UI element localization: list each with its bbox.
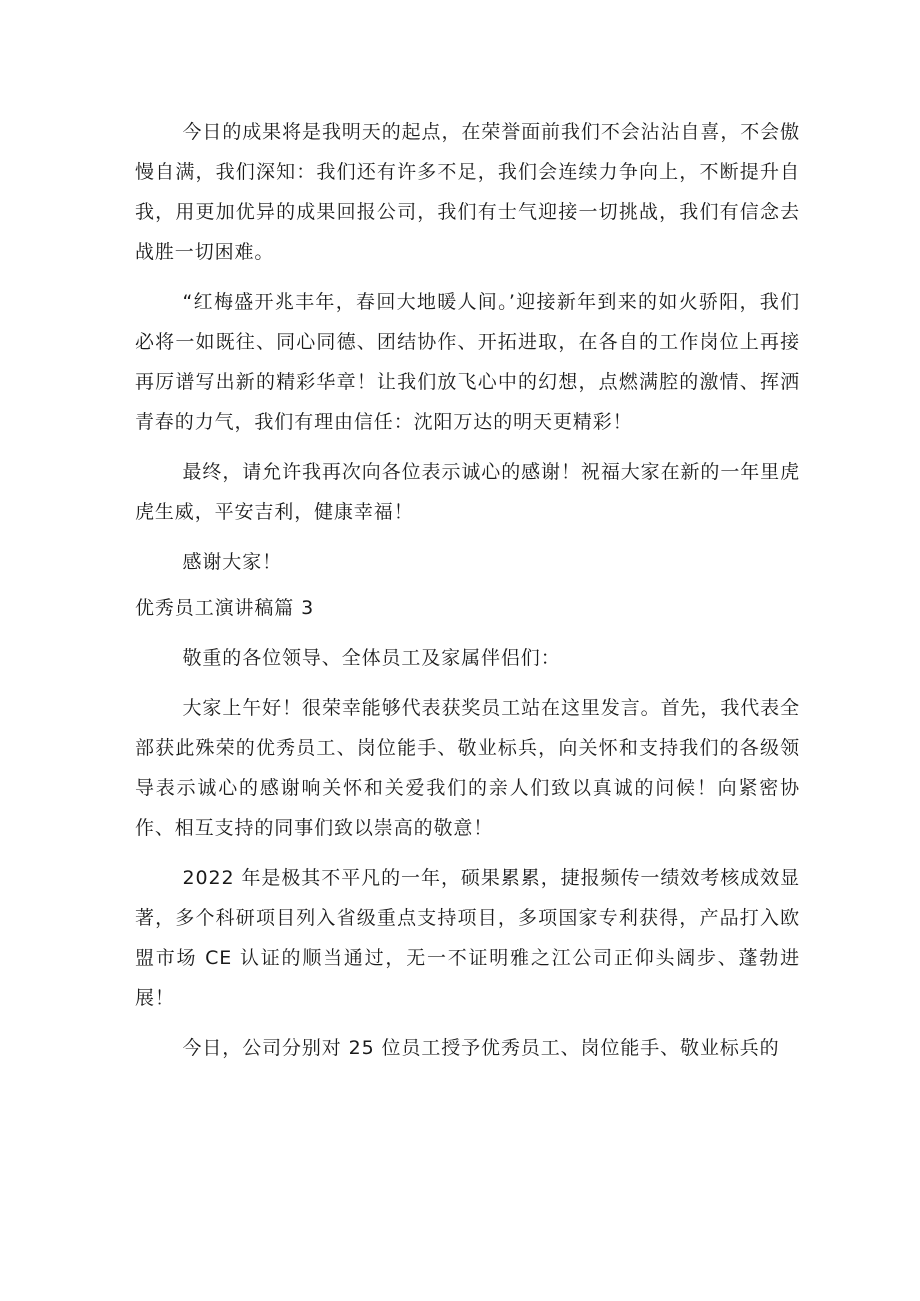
paragraph-salutation: 敬重的各位领导、全体员工及家属伴侣们： <box>182 647 561 669</box>
paragraph-year-review: 2022 年是极其不平凡的一年，硕果累累，捷报频传一绩效考核成效显著，多个科研项目列入省级重点支持项目，多项国家专利获得，产品打入欧盟市场 CE 认证的顺当通过，无一不证明雅之江公司正仰头阔步、蓬勃进展！ <box>135 867 800 1009</box>
paragraph-thank-you: 感谢大家！ <box>182 551 283 573</box>
paragraph-final-thanks: 最终，请允许我再次向各位表示诚心的感谢！祝福大家在新的一年里虎虎生威，平安吉利，健康幸福！ <box>135 461 800 523</box>
paragraph-awards: 今日，公司分别对 25 位员工授予优秀员工、岗位能手、敬业标兵的 <box>182 1037 780 1059</box>
paragraph-new-year: “红梅盛开兆丰年，春回大地暖人间。’迎接新年到来的如火骄阳，我们必将一如既往、同心同德、团结协作、开拓进取，在各自的工作岗位上再接再厉谱写出新的精彩华章！让我们放飞心中的幻想，点燃满腔的激情、挥洒青春的力气，我们有理由信任：沈阳万达的明天更精彩！ <box>135 291 800 433</box>
document-body <box>135 112 800 1068</box>
paragraph-achievements: 今日的成果将是我明天的起点，在荣誉面前我们不会沾沾自喜，不会傲慢自满，我们深知：我们还有许多不足，我们会连续力争向上，不断提升自我，用更加优异的成果回报公司，我们有士气迎接一切挑战，我们有信念去战胜一切困难。 <box>135 121 800 263</box>
section-title: 优秀员工演讲稿篇 3 <box>135 597 315 619</box>
paragraph-greeting: 大家上午好！很荣幸能够代表获奖员工站在这里发言。首先，我代表全部获此殊荣的优秀员工、岗位能手、敬业标兵，向关怀和支持我们的各级领导表示诚心的感谢响关怀和关爱我们的亲人们致以真诚的问候！向紧密协作、相互支持的同事们致以崇高的敬意！ <box>135 697 800 839</box>
